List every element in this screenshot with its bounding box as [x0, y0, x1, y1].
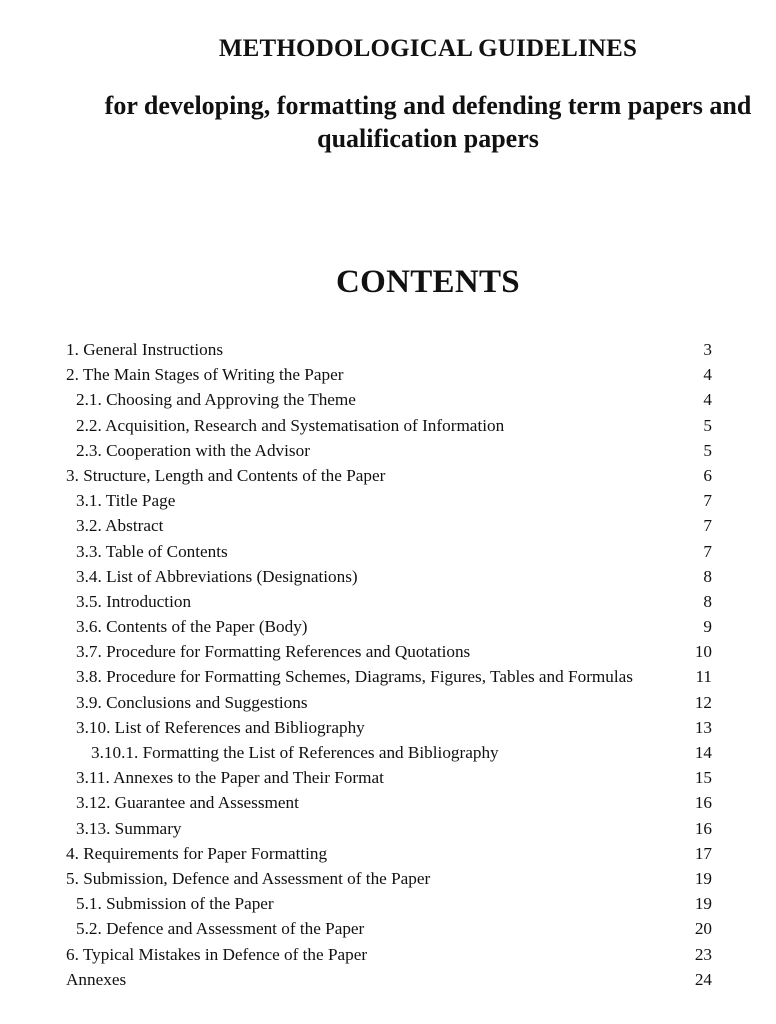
toc-entry-page: 23: [694, 944, 712, 964]
toc-entry-label: 3.1. Title Page: [76, 491, 176, 511]
toc-entry-label: 3.4. List of Abbreviations (Designations): [76, 566, 358, 586]
toc-entry: [66, 589, 712, 614]
toc-entry: [66, 614, 712, 639]
toc-entry-page: 11: [695, 667, 712, 687]
toc-entry-label: 3.7. Procedure for Formatting References and Quotations: [76, 642, 471, 662]
toc-entry-label: 2. The Main Stages of Writing the Paper: [66, 365, 344, 385]
toc-entry-page: 12: [694, 692, 712, 712]
toc-entry-label: 3.5. Introduction: [76, 591, 192, 611]
toc-entry-page: 17: [694, 843, 712, 863]
table-of-contents: [66, 337, 712, 992]
toc-entry-label: 2.2. Acquisition, Research and Systematisation of Information: [76, 415, 505, 435]
toc-entry-label: 3.6. Contents of the Paper (Body): [76, 617, 308, 637]
toc-entry: [66, 816, 712, 841]
toc-entry-label: Annexes: [66, 969, 127, 989]
toc-entry-page: 24: [694, 969, 712, 989]
toc-entry-label: 2.3. Cooperation with the Advisor: [76, 440, 310, 460]
subtitle-line-2: qualification papers: [317, 124, 539, 153]
toc-entry: [66, 664, 712, 689]
toc-entry: [66, 413, 712, 438]
toc-entry-label: 1. General Instructions: [66, 340, 224, 359]
toc-entry-label: 3.3. Table of Contents: [76, 541, 228, 561]
toc-entry: [66, 488, 712, 513]
toc-entry: [66, 715, 712, 740]
toc-entry: [66, 539, 712, 564]
toc-entry: [66, 337, 712, 362]
toc-entry: [66, 362, 712, 387]
contents-heading: CONTENTS: [336, 264, 520, 300]
toc-entry: [66, 690, 712, 715]
toc-entry-page: 19: [694, 868, 712, 888]
toc-entry: [66, 513, 712, 538]
toc-entry-page: 6: [703, 465, 712, 485]
toc-entry-page: 4: [703, 365, 712, 385]
toc-entry-page: 4: [703, 390, 712, 410]
toc-entry: [66, 967, 712, 992]
toc-entry: [66, 891, 712, 916]
toc-entry-label: 3.8. Procedure for Formatting Schemes, Diagrams, Figures, Tables and Formulas: [76, 667, 633, 687]
toc-entry-page: 8: [703, 591, 712, 611]
toc-entry-page: 7: [703, 541, 712, 561]
toc-entry-page: 19: [694, 894, 712, 914]
toc-entry-page: 7: [703, 491, 712, 511]
toc-entry: [66, 438, 712, 463]
toc-entry: [66, 765, 712, 790]
toc-entry-label: 4. Requirements for Paper Formatting: [66, 843, 328, 863]
document-title: METHODOLOGICAL GUIDELINES: [218, 35, 638, 62]
toc-entry-page: 5: [703, 415, 712, 435]
toc-entry: [66, 463, 712, 488]
toc-entry: [66, 841, 712, 866]
toc-entry: [66, 866, 712, 891]
toc-entry-label: 2.1. Choosing and Approving the Theme: [76, 390, 356, 410]
toc-entry-page: 5: [703, 440, 712, 460]
subtitle-line-1: for developing, formatting and defending term papers and: [104, 91, 752, 120]
toc-entry-page: 20: [694, 919, 712, 939]
toc-entry-label: 5. Submission, Defence and Assessment of the Paper: [66, 868, 431, 888]
toc-entry-label: 3.2. Abstract: [76, 516, 164, 536]
toc-entry: [66, 942, 712, 967]
toc-entry: [66, 564, 712, 589]
toc-entry-page: 9: [703, 617, 712, 637]
toc-entry-label: 3.13. Summary: [76, 818, 182, 838]
toc-entry-page: 15: [694, 768, 712, 788]
toc-entry-page: 10: [694, 642, 712, 662]
toc-entry-page: 16: [694, 793, 712, 813]
toc-entry-page: 3: [703, 340, 712, 359]
toc-entry: [66, 916, 712, 941]
toc-entry-label: 5.2. Defence and Assessment of the Paper: [76, 919, 365, 939]
toc-entry-page: 13: [694, 717, 712, 737]
toc-entry-label: 3.10.1. Formatting the List of References and Bibliography: [91, 743, 499, 762]
toc-entry-page: 14: [694, 743, 712, 762]
document-subtitle: [0, 89, 776, 155]
toc-entry-label: 3.10. List of References and Bibliography: [76, 717, 365, 737]
toc-entry: [66, 387, 712, 412]
toc-entry-label: 3.11. Annexes to the Paper and Their Format: [76, 768, 384, 788]
toc-entry-label: 6. Typical Mistakes in Defence of the Paper: [66, 944, 368, 964]
toc-entry-label: 3.9. Conclusions and Suggestions: [76, 692, 308, 712]
toc-entry-page: 8: [703, 566, 712, 586]
toc-entry-page: 16: [694, 818, 712, 838]
toc-entry: [66, 740, 712, 765]
toc-entry-label: 3.12. Guarantee and Assessment: [76, 793, 299, 813]
toc-entry: [66, 639, 712, 664]
toc-entry-label: 3. Structure, Length and Contents of the Paper: [66, 465, 386, 485]
toc-entry-label: 5.1. Submission of the Paper: [76, 894, 274, 914]
toc-entry-page: 7: [703, 516, 712, 536]
toc-entry: [66, 790, 712, 815]
